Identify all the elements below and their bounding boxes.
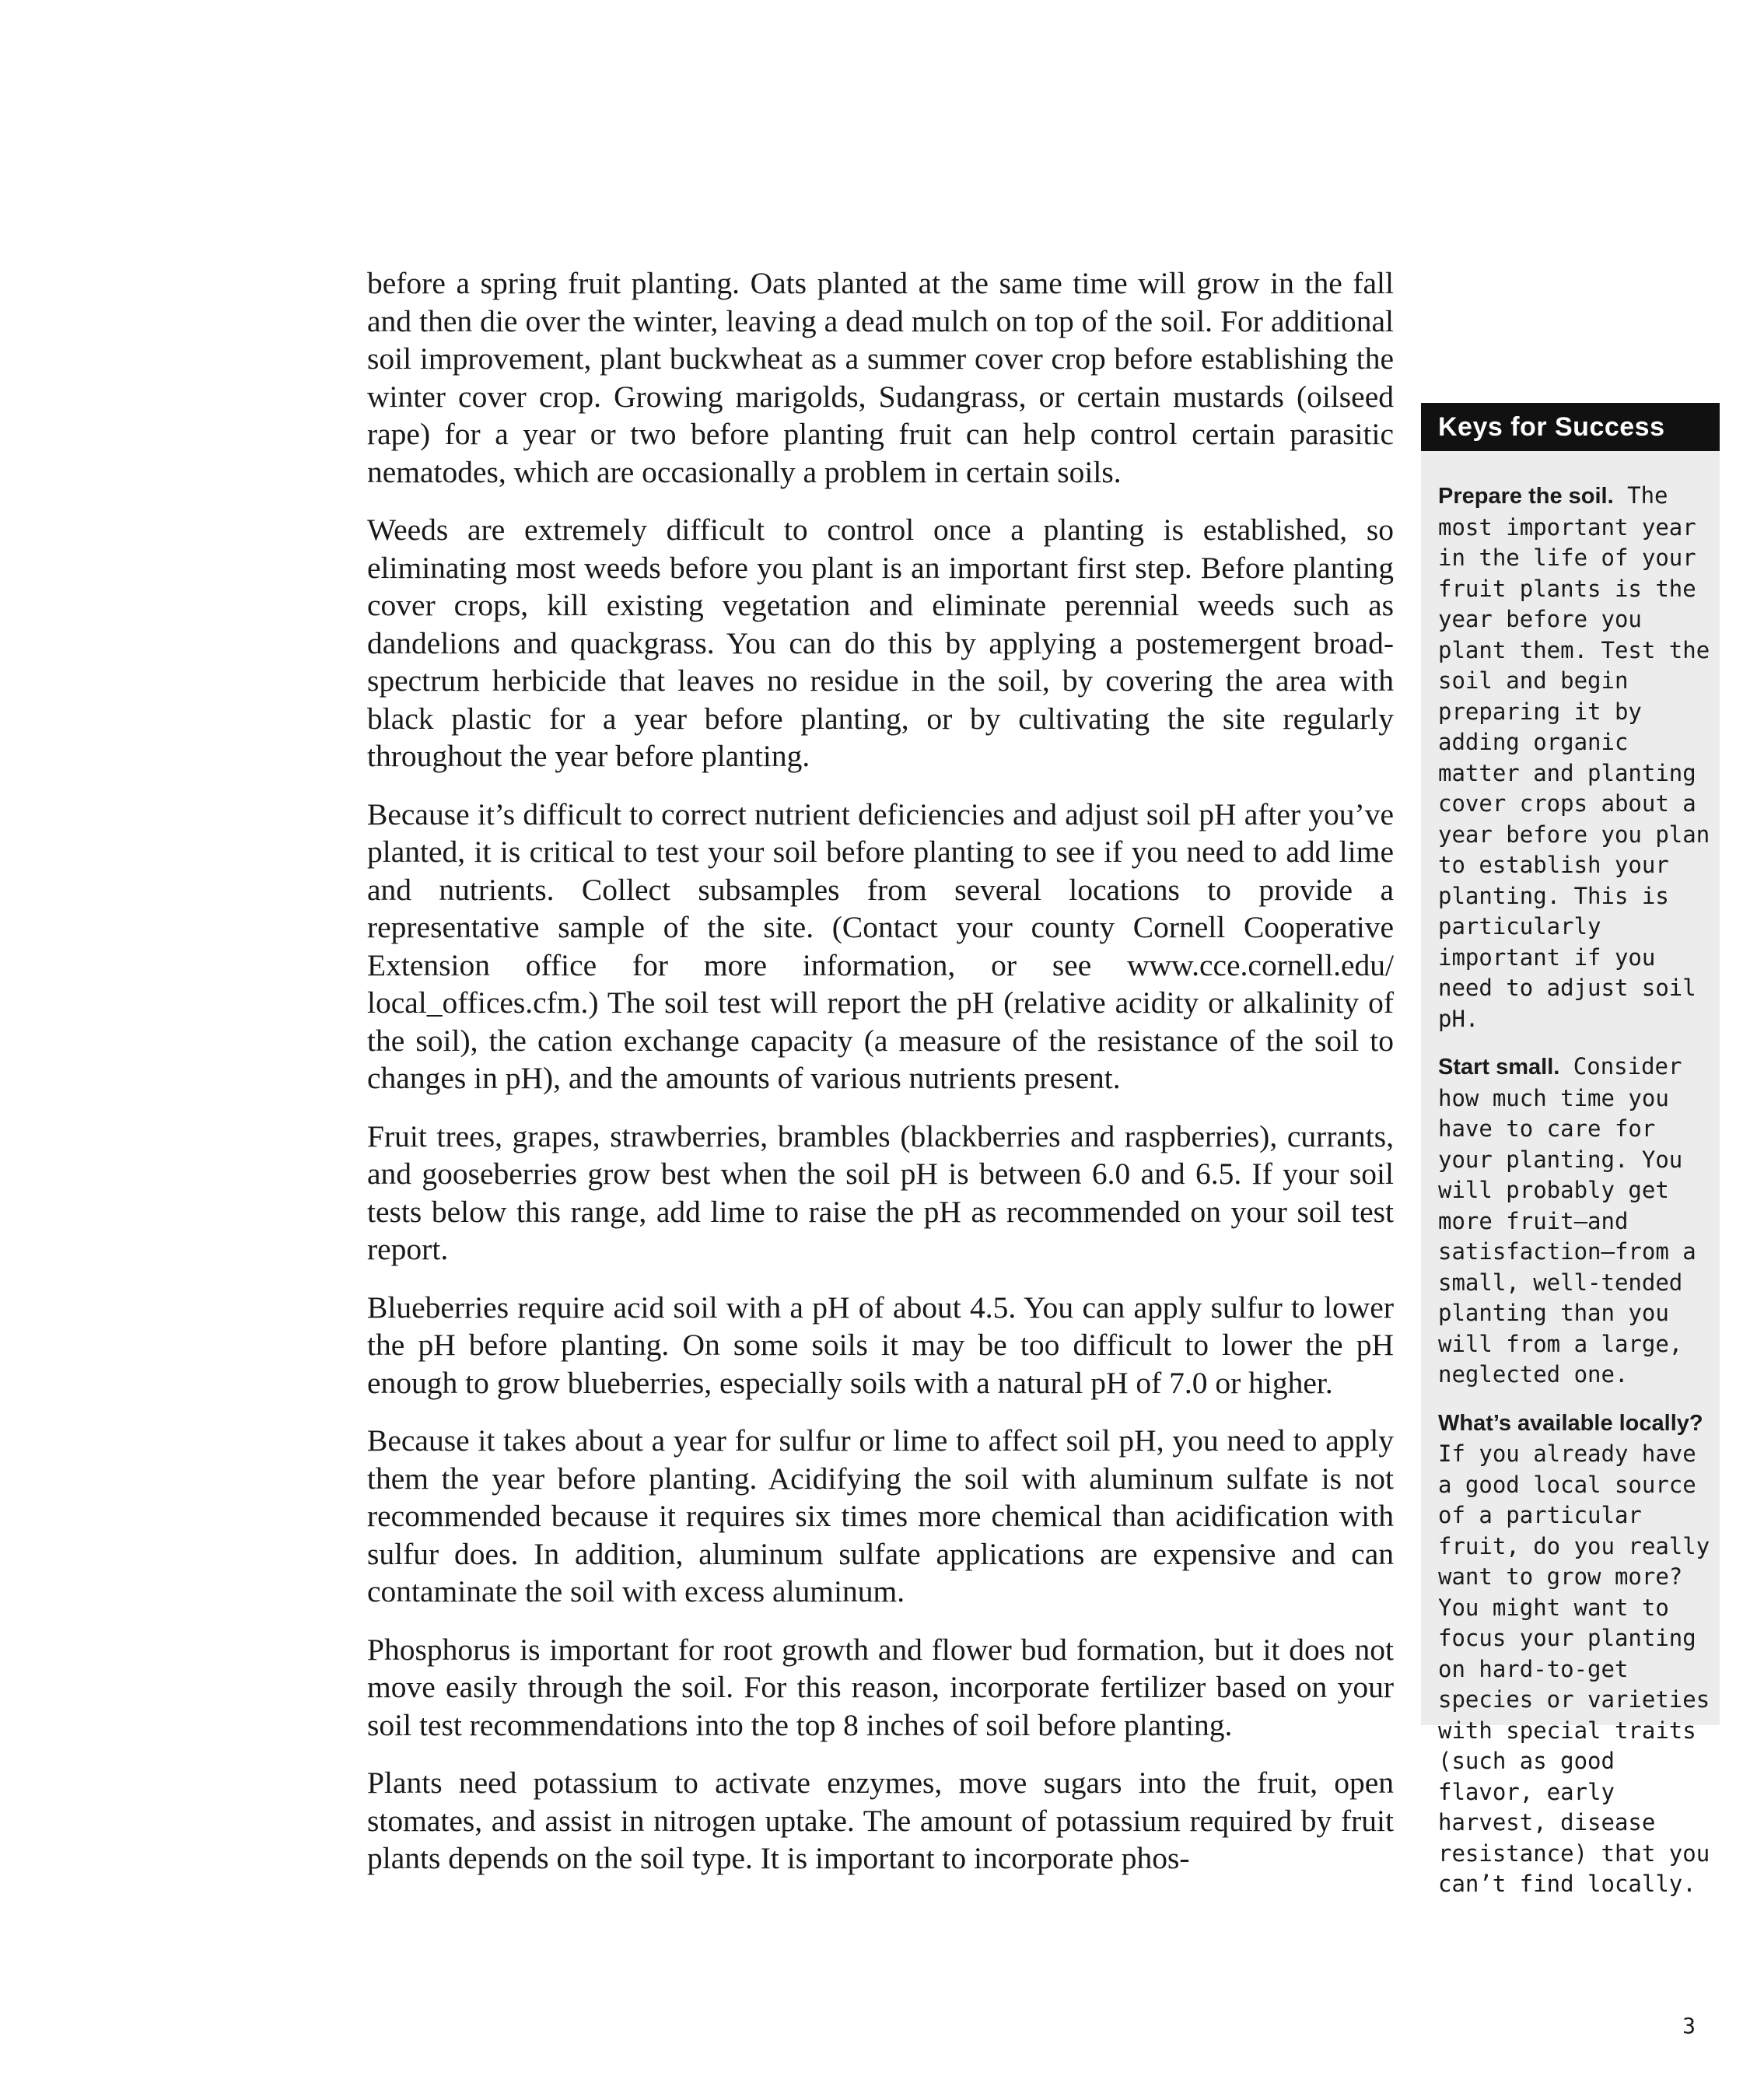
- sidebar-body: [1421, 451, 1720, 1900]
- body-paragraph: Because it’s difficult to correct nutrient deficiencies and adjust soil pH after you’ve planted, it is critical to test your soil before planting to see if you need to add lime and nutrients. Collect subsamples from several locations to provide a representative sample of the site. (Contact your county Cornell Cooperative Extension office for more information, or see www.cce.cornell.edu/ local_offices.cfm.) The soil test will report the pH (relative acidity or alkalinity of the soil), the cation exchange capacity (a measure of the resistance of the soil to changes in pH), and the amounts of various nutrients present.: [367, 796, 1394, 1095]
- sidebar-tip: [1438, 1052, 1712, 1391]
- body-paragraph: Plants need potassium to activate enzymes, move sugars into the fruit, open stomates, and assist in nitrogen uptake. The amount of potassium required by fruit plants depends on the soil type. It is important to incorporate phos-: [367, 1766, 1394, 1875]
- body-paragraph: Fruit trees, grapes, strawberries, brambles (blackberries and raspberries), currants, and gooseberries grow best when the soil pH is between 6.0 and 6.5. If your soil tests below this range, add lime to raise the pH as recommended on your soil test report.: [367, 1118, 1394, 1266]
- body-paragraph: Weeds are extremely difficult to control once a planting is established, so eliminating most weeds before you plant is an important first step. Before planting cover crops, kill existing vegetation and eliminate perennial weeds such as dandelions and quackgrass. You can do this by applying a postemergent broad-spectrum herbicide that leaves no residue in the soil, by covering the area with black plastic for a year before planting, or by cultivating the site regularly throughout the year before planting.: [367, 513, 1394, 773]
- tip-label: What’s available locally?: [1438, 1410, 1703, 1436]
- tip-text: The most important year in the life of your fruit plants is the year before you plant them. Test the soil and begin preparing it by adding organic matter and planting cover crops about a year before you plan to establish your planting. This is particularly important if you need to adjust soil pH.: [1438, 482, 1710, 1032]
- tip-text: If you already have a good local source of a particular fruit, do you really want to grow more? You might want to focus your planting on hard-to-get species or varieties with special traits (such as good flavor, early harvest, disease resistance) that you can’t find locally.: [1438, 1440, 1710, 1897]
- main-text-column: [367, 264, 1394, 1898]
- tip-label: Start small.: [1438, 1055, 1560, 1080]
- tip-label: Prepare the soil.: [1438, 484, 1614, 509]
- body-paragraph: before a spring fruit planting. Oats planted at the same time will grow in the fall and then die over the winter, leaving a dead mulch on top of the soil. For additional soil improvement, plant buckwheat as a summer cover crop before establishing the winter cover crop. Growing marigolds, Sudangrass, or certain mustards (oilseed rape) for a year or two before planting fruit can help control certain parasitic nematodes, which are occasionally a problem in certain soils.: [367, 266, 1394, 489]
- body-paragraph: Because it takes about a year for sulfur or lime to affect soil pH, you need to apply them the year before planting. Acidifying the soil with aluminum sulfate is not recommended because it requires six times more chemical than acidification with sulfur does. In addition, aluminum sulfate applications are expensive and can contaminate the soil with excess aluminum.: [367, 1423, 1394, 1608]
- sidebar-tip: [1438, 481, 1712, 1034]
- body-paragraph: Phosphorus is important for root growth and flower bud formation, but it does not move easily through the soil. For this reason, incorporate fertilizer based on your soil test recommendations into the top 8 inches of soil before planting.: [367, 1632, 1394, 1742]
- sidebar-title: Keys for Success: [1421, 403, 1720, 451]
- page-number: 3: [1682, 2013, 1696, 2039]
- sidebar-tip: [1438, 1408, 1712, 1900]
- body-paragraph: Blueberries require acid soil with a pH of about 4.5. You can apply sulfur to lower the pH before planting. On some soils it may be too difficult to lower the pH enough to grow blueberries, especially soils with a natural pH of 7.0 or higher.: [367, 1290, 1394, 1400]
- keys-for-success-sidebar: [1421, 403, 1720, 1897]
- tip-text: Consider how much time you have to care for your planting. You will probably get more fruit—and satisfaction—from a small, well-tended planting than you will from a large, neglected one.: [1438, 1053, 1696, 1388]
